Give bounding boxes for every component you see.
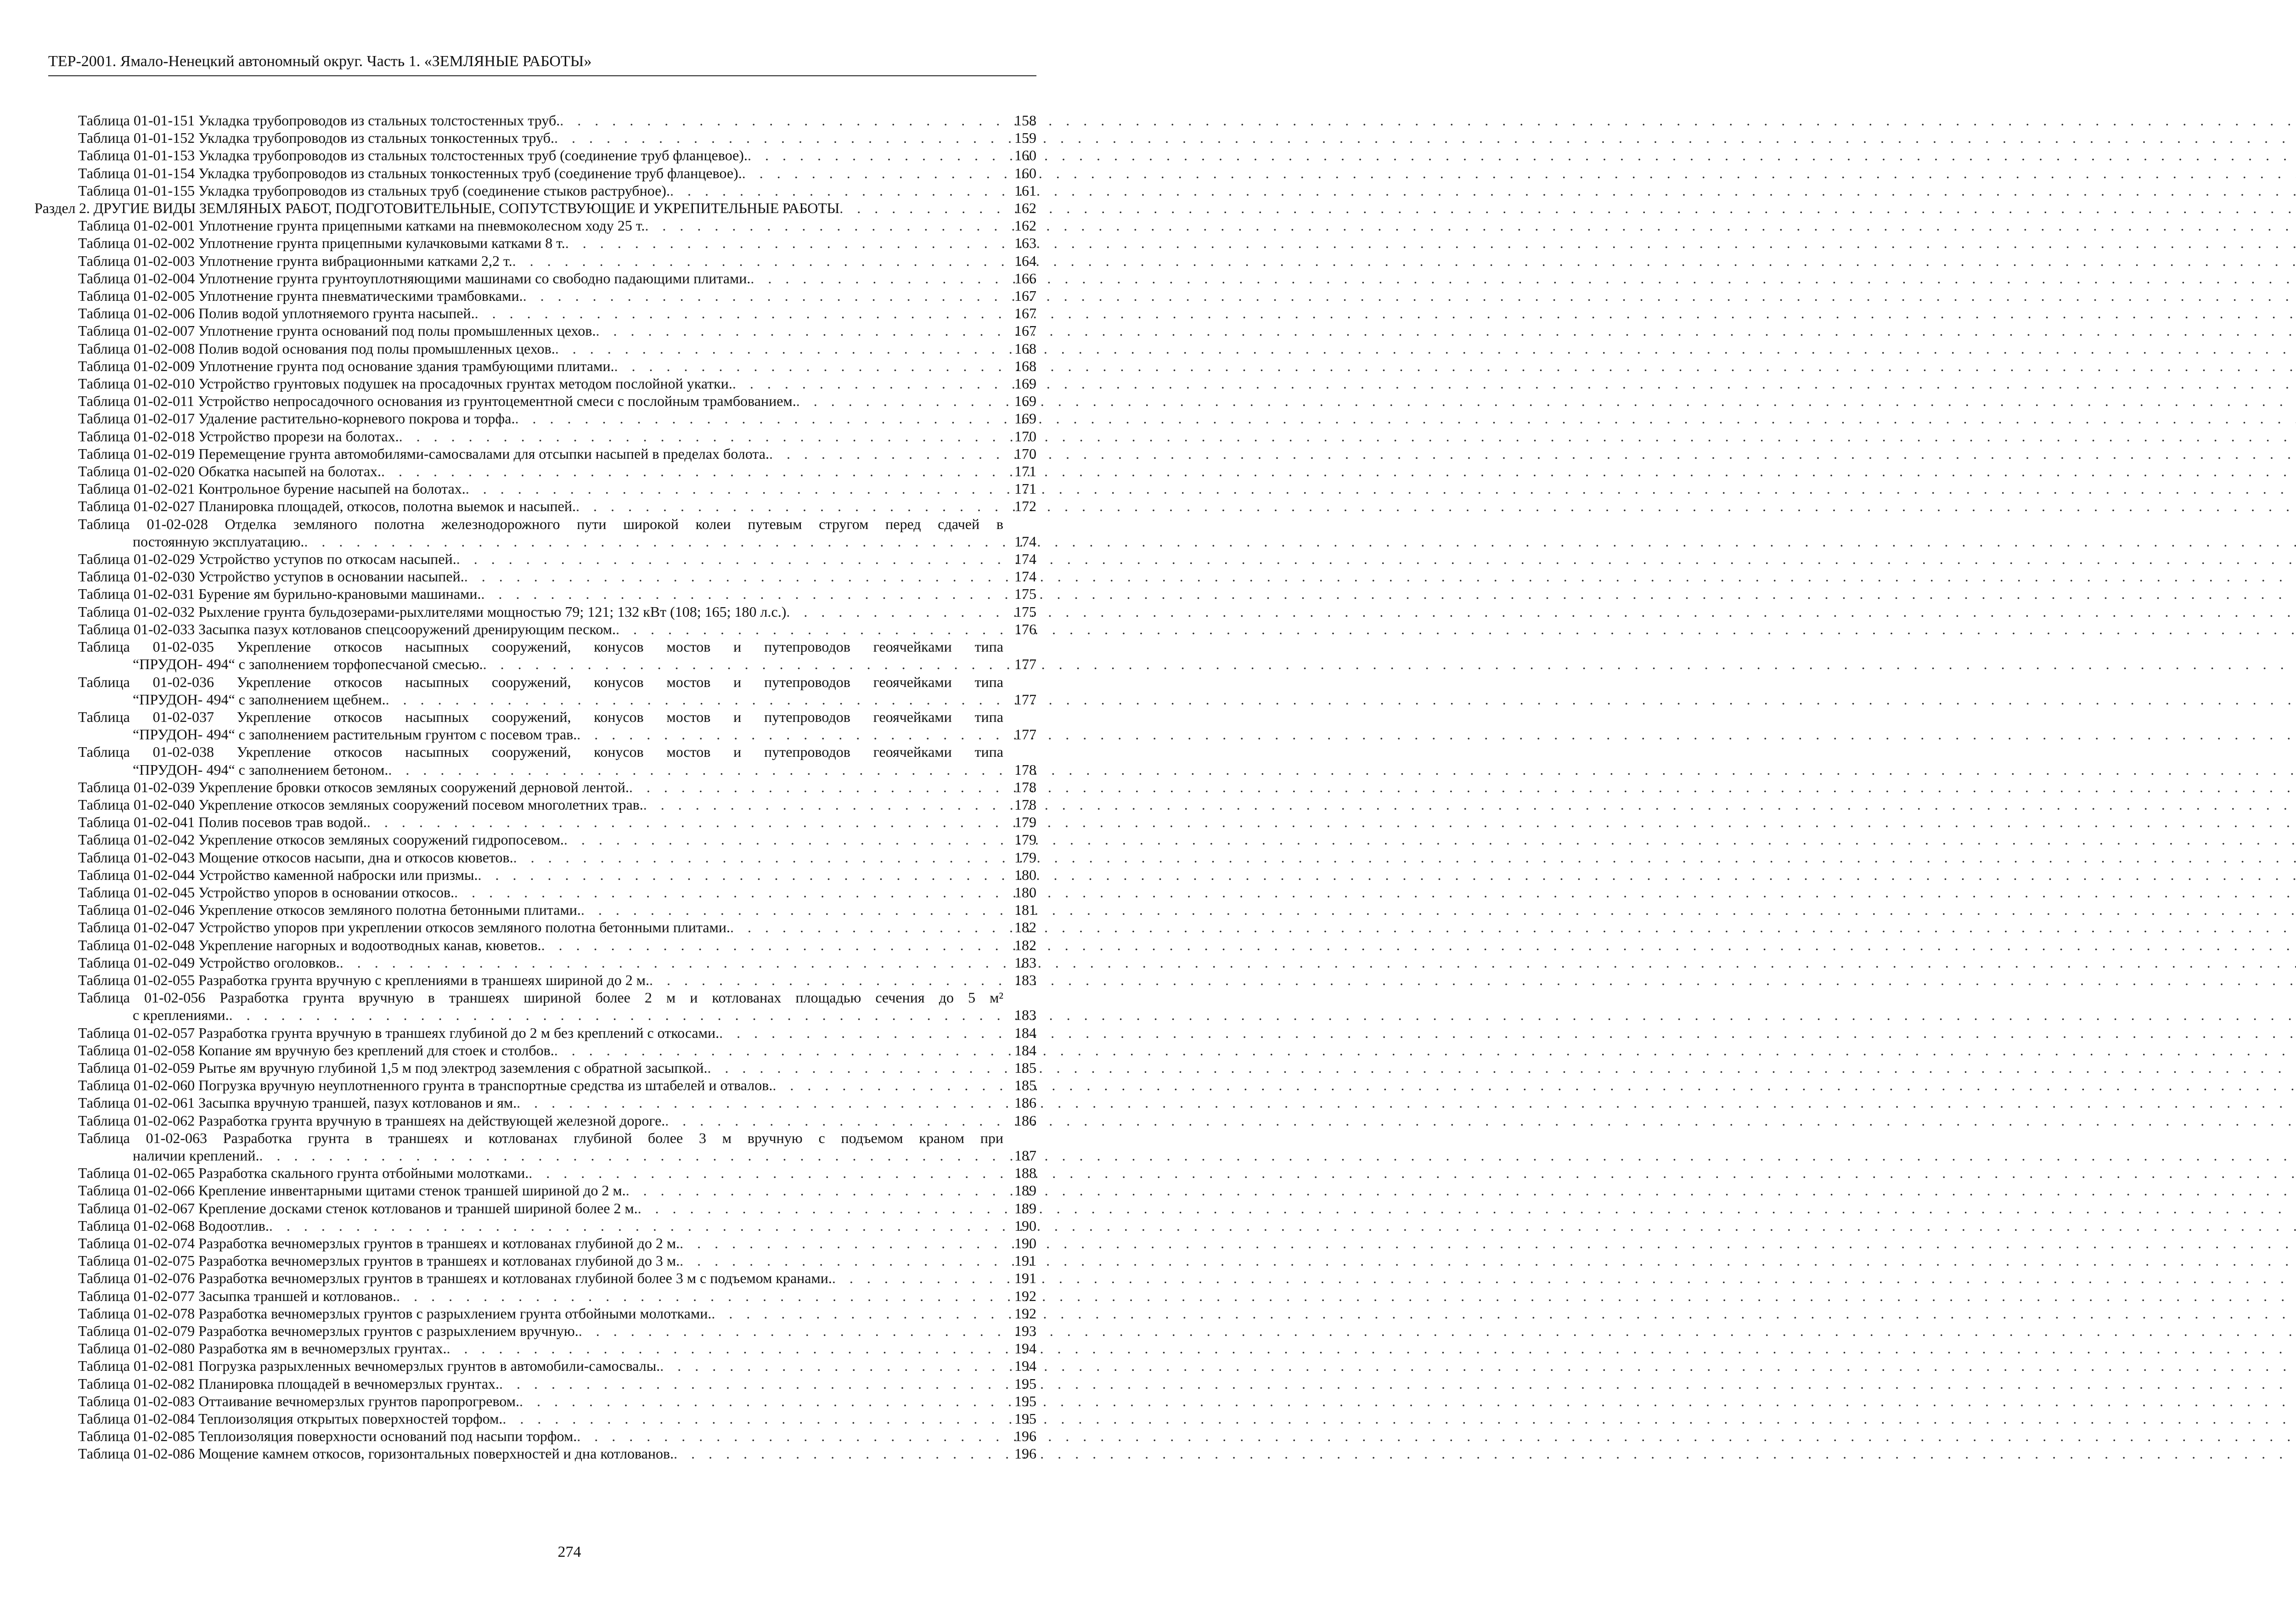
toc-entry[interactable] bbox=[78, 971, 1036, 989]
dot-leader bbox=[269, 1217, 1003, 1234]
toc-entry-title: Таблица 01-02-077 Засыпка траншей и котлованов. bbox=[78, 1287, 397, 1304]
toc-entry[interactable] bbox=[78, 445, 1036, 462]
table-of-contents bbox=[34, 112, 1036, 1463]
toc-page-number: 167 bbox=[1014, 287, 1036, 304]
toc-entry[interactable] bbox=[78, 1112, 1036, 1129]
toc-page-number: 169 bbox=[1014, 410, 1036, 427]
dot-leader bbox=[560, 112, 1003, 129]
dot-leader bbox=[649, 971, 1003, 989]
toc-entry-title: Таблица 01-02-048 Укрепление нагорных и водоотводных канав, кюветов. bbox=[78, 936, 541, 953]
toc-page-number: 174 bbox=[1014, 533, 1036, 550]
toc-entry-continuation: наличии креплений. bbox=[133, 1147, 259, 1164]
toc-entry[interactable] bbox=[78, 884, 1036, 901]
toc-page-number: 176 bbox=[1014, 620, 1036, 637]
toc-entry-title: Таблица 01-02-058 Копание ям вручную без креплений для стоек и столбов. bbox=[78, 1042, 554, 1059]
toc-entry-continuation: “ПРУДОН- 494“ с заполнением щебнем. bbox=[133, 691, 386, 708]
toc-entry-title: Таблица 01-02-042 Укрепление откосов земляных сооружений гидропосевом. bbox=[78, 831, 564, 848]
toc-entry-continuation: “ПРУДОН- 494“ с заполнением бетоном. bbox=[133, 761, 388, 778]
dot-leader bbox=[748, 146, 1003, 164]
toc-entry-title: Таблица 01-02-081 Погрузка разрыхленных вечномерзлых грунтов в автомобили-самосвалы. bbox=[78, 1358, 660, 1374]
toc-page-number: 178 bbox=[1014, 796, 1036, 813]
dot-leader bbox=[565, 234, 1003, 252]
toc-page-number: 189 bbox=[1014, 1200, 1036, 1217]
dot-leader bbox=[529, 1164, 1003, 1182]
toc-entry[interactable] bbox=[78, 270, 1036, 287]
toc-page-number: 175 bbox=[1014, 603, 1036, 620]
dot-leader bbox=[742, 164, 1003, 182]
toc-page-number: 193 bbox=[1014, 1323, 1036, 1340]
dot-leader bbox=[475, 304, 1003, 322]
toc-page-number: 191 bbox=[1014, 1252, 1036, 1269]
dot-leader bbox=[750, 270, 1003, 287]
dot-leader bbox=[381, 462, 1003, 480]
toc-entry[interactable] bbox=[78, 1182, 1036, 1199]
toc-entry[interactable] bbox=[78, 146, 1036, 164]
dot-leader bbox=[577, 726, 1003, 743]
toc-entry[interactable] bbox=[78, 1234, 1036, 1252]
toc-entry[interactable] bbox=[78, 1340, 1036, 1357]
toc-entry[interactable] bbox=[78, 304, 1036, 322]
toc-page-number: 195 bbox=[1014, 1392, 1036, 1409]
dot-leader bbox=[629, 778, 1003, 796]
toc-page-number: 158 bbox=[1014, 112, 1036, 129]
toc-entry-title: Таблица 01-01-154 Укладка трубопроводов из стальных тонкостенных труб (соединение труб фланцевое). bbox=[78, 164, 742, 181]
toc-page-number: 184 bbox=[1014, 1042, 1036, 1059]
toc-entry[interactable] bbox=[78, 462, 1036, 480]
toc-page-number: 195 bbox=[1014, 1375, 1036, 1392]
toc-entry[interactable] bbox=[78, 322, 1036, 339]
toc-entry-title: Раздел 2. ДРУГИЕ ВИДЫ ЗЕМЛЯНЫХ РАБОТ, ПОДГОТОВИТЕЛЬНЫЕ, СОПУТСТВУЮЩИЕ И УКРЕПИТЕЛЬНЫЕ РАБОТЫ bbox=[34, 200, 840, 217]
dot-leader bbox=[554, 1042, 1003, 1059]
toc-page-number: 194 bbox=[1014, 1340, 1036, 1357]
toc-entry[interactable] bbox=[78, 708, 1036, 743]
toc-entry-title: Таблица 01-02-029 Устройство уступов по откосам насыпей. bbox=[78, 551, 456, 568]
toc-page-number: 170 bbox=[1014, 428, 1036, 445]
toc-entry-title: Таблица 01-01-151 Укладка трубопроводов из стальных толстостенных труб. bbox=[78, 112, 560, 129]
toc-page-number: 163 bbox=[1014, 235, 1036, 252]
toc-page-number: 171 bbox=[1014, 463, 1036, 480]
toc-entry-continuation: с креплениями. bbox=[133, 1007, 229, 1024]
toc-entry-title: Таблица 01-02-085 Теплоизоляция поверхности оснований под насыпи торфом. bbox=[78, 1428, 577, 1445]
toc-entry[interactable] bbox=[78, 1252, 1036, 1269]
toc-entry-title: Таблица 01-02-027 Планировка площадей, откосов, полотна выемок и насыпей. bbox=[78, 498, 576, 515]
toc-entry[interactable] bbox=[78, 428, 1036, 445]
toc-entry-title: Таблица 01-02-038 Укрепление откосов насыпных сооружений, конусов мостов и путепроводов геоячейками типа bbox=[78, 744, 1003, 760]
toc-page-number: 190 bbox=[1014, 1217, 1036, 1234]
toc-entry[interactable] bbox=[78, 287, 1036, 304]
toc-entry-title: Таблица 01-02-021 Контрольное бурение насыпей на болотах. bbox=[78, 480, 466, 497]
running-header: ТЕР-2001. Ямало-Ненецкий автономный округ. Часть 1. «ЗЕМЛЯНЫЕ РАБОТЫ» bbox=[48, 51, 1036, 76]
toc-page-number: 177 bbox=[1014, 656, 1036, 673]
toc-entry-title: Таблица 01-01-152 Укладка трубопроводов из стальных тонкостенных труб. bbox=[78, 130, 554, 146]
toc-entry[interactable] bbox=[78, 515, 1036, 550]
toc-entry[interactable] bbox=[78, 217, 1036, 234]
dot-leader bbox=[769, 445, 1003, 462]
toc-page-number: 175 bbox=[1014, 586, 1036, 603]
toc-entry-title: Таблица 01-02-080 Разработка ям в вечномерзлых грунтах. bbox=[78, 1340, 447, 1357]
toc-entry[interactable] bbox=[78, 813, 1036, 831]
toc-entry[interactable] bbox=[78, 480, 1036, 497]
toc-entry-title: Таблица 01-02-062 Разработка грунта вручную в траншеях на действующей железной дороге. bbox=[78, 1112, 665, 1129]
toc-entry-continuation: “ПРУДОН- 494“ с заполнением торфопесчаной смесью. bbox=[133, 656, 483, 673]
toc-entry-title: Таблица 01-02-059 Рытье ям вручную глубиной 1,5 м под электрод заземления с обратной засыпкой. bbox=[78, 1059, 708, 1076]
toc-entry-title: Таблица 01-02-055 Разработка грунта вручную с креплениями в траншеях шириной до 2 м. bbox=[78, 971, 649, 988]
dot-leader bbox=[660, 1357, 1003, 1374]
toc-page-number: 179 bbox=[1014, 849, 1036, 866]
toc-page-number: 183 bbox=[1014, 971, 1036, 988]
toc-entry-title: Таблица 01-02-032 Рыхление грунта бульдозерами-рыхлителями мощностью 79; 121; 132 кВт (108; 165; 180 л.с.) bbox=[78, 603, 787, 620]
toc-page-number: 168 bbox=[1014, 357, 1036, 374]
toc-entry-title: Таблица 01-02-039 Укрепление бровки откосов земляных сооружений дерновой лентой. bbox=[78, 778, 629, 795]
toc-entry[interactable] bbox=[78, 849, 1036, 866]
toc-entry[interactable] bbox=[78, 603, 1036, 620]
toc-entry[interactable] bbox=[78, 1094, 1036, 1111]
toc-page-number: 183 bbox=[1014, 1007, 1036, 1024]
toc-entry-title: Таблица 01-02-045 Устройство упоров в основании откосов. bbox=[78, 884, 455, 901]
dot-leader bbox=[512, 252, 1003, 270]
toc-entry-title: Таблица 01-02-086 Мощение камнем откосов, горизонтальных поверхностей и дна котлованов. bbox=[78, 1445, 674, 1462]
toc-entry-title: Таблица 01-02-011 Устройство непросадочного основания из грунтоцементной смеси с послойным трамбованием. bbox=[78, 393, 796, 410]
dot-leader bbox=[456, 550, 1003, 568]
toc-entry-title: Таблица 01-02-065 Разработка скального грунта отбойными молотками. bbox=[78, 1165, 529, 1182]
toc-page-number: 178 bbox=[1014, 778, 1036, 795]
toc-entry-title: Таблица 01-02-044 Устройство каменной наброски или призмы. bbox=[78, 866, 478, 883]
toc-entry[interactable] bbox=[78, 743, 1036, 778]
toc-entry-continuation: постоянную эксплуатацию. bbox=[133, 533, 304, 550]
dot-leader bbox=[464, 568, 1003, 585]
toc-entry-title: Таблица 01-02-063 Разработка грунта в траншеях и котлованах глубиной более 3 м вручную с подъемом краном при bbox=[78, 1129, 1003, 1146]
toc-entry-title: Таблица 01-02-009 Уплотнение грунта под основание здания трамбующими плитами. bbox=[78, 357, 614, 374]
toc-entry[interactable] bbox=[78, 1129, 1036, 1164]
toc-entry[interactable] bbox=[78, 673, 1036, 708]
toc-entry[interactable] bbox=[78, 1357, 1036, 1374]
toc-entry-title: Таблица 01-02-075 Разработка вечномерзлых грунтов в траншеях и котлованах глубиной до 3 м. bbox=[78, 1252, 680, 1269]
toc-entry-title: Таблица 01-02-083 Оттаивание вечномерзлых грунтов паропрогревом. bbox=[78, 1392, 520, 1409]
toc-entry-title: Таблица 01-02-031 Бурение ям бурильно-крановыми машинами. bbox=[78, 586, 481, 603]
dot-leader bbox=[517, 1094, 1003, 1111]
dot-leader bbox=[513, 849, 1003, 866]
toc-page-number: 185 bbox=[1014, 1077, 1036, 1094]
toc-page-number: 174 bbox=[1014, 551, 1036, 568]
toc-entry-title: Таблица 01-02-001 Уплотнение грунта прицепными катками на пневмоколесном ходу 25 т. bbox=[78, 217, 645, 234]
toc-entry[interactable] bbox=[78, 550, 1036, 568]
toc-page-number: 160 bbox=[1014, 164, 1036, 181]
toc-page-number: 185 bbox=[1014, 1059, 1036, 1076]
toc-entry-title: Таблица 01-02-076 Разработка вечномерзлых грунтов в траншеях и котлованах глубиной более 3 м с подъемом кранами. bbox=[78, 1270, 832, 1287]
dot-leader bbox=[796, 392, 1003, 410]
dot-leader bbox=[541, 936, 1003, 954]
toc-page-number: 189 bbox=[1014, 1182, 1036, 1199]
toc-page-number: 159 bbox=[1014, 130, 1036, 146]
dot-leader bbox=[478, 866, 1003, 884]
toc-page-number: 164 bbox=[1014, 252, 1036, 269]
toc-entry-title: Таблица 01-02-068 Водоотлив. bbox=[78, 1217, 269, 1234]
dot-leader bbox=[388, 761, 1003, 778]
toc-entry[interactable] bbox=[78, 901, 1036, 918]
dot-leader bbox=[708, 1059, 1003, 1076]
toc-entry[interactable] bbox=[78, 1410, 1036, 1427]
toc-page-number: 168 bbox=[1014, 340, 1036, 357]
toc-page-number: 178 bbox=[1014, 761, 1036, 778]
dot-leader bbox=[638, 1200, 1003, 1217]
dot-leader bbox=[229, 1006, 1003, 1024]
toc-entry-title: Таблица 01-02-067 Крепление досками стенок котлованов и траншей шириной более 2 м. bbox=[78, 1200, 638, 1217]
toc-entry-title: Таблица 01-01-153 Укладка трубопроводов из стальных толстостенных труб (соединение труб фланцевое). bbox=[78, 147, 748, 164]
dot-leader bbox=[730, 918, 1003, 936]
dot-leader bbox=[680, 1234, 1003, 1252]
dot-leader bbox=[555, 340, 1003, 357]
toc-page-number: 191 bbox=[1014, 1270, 1036, 1287]
dot-leader bbox=[502, 1410, 1003, 1427]
toc-page-number: 161 bbox=[1014, 182, 1036, 199]
page-number: 274 bbox=[557, 1543, 581, 1560]
dot-leader bbox=[581, 901, 1003, 918]
toc-entry[interactable] bbox=[78, 234, 1036, 252]
toc-entry-title: Таблица 01-02-047 Устройство упоров при укреплении откосов земляного полотна бетонными плитами. bbox=[78, 919, 730, 936]
toc-entry-title: Таблица 01-02-066 Крепление инвентарными щитами стенок траншей шириной до 2 м. bbox=[78, 1182, 626, 1199]
dot-leader bbox=[772, 1076, 1003, 1094]
toc-entry-title: Таблица 01-02-074 Разработка вечномерзлых грунтов в траншеях и котлованах глубиной до 2 м. bbox=[78, 1235, 680, 1251]
toc-page-number: 174 bbox=[1014, 568, 1036, 585]
toc-page-number: 196 bbox=[1014, 1428, 1036, 1445]
toc-entry[interactable] bbox=[78, 1059, 1036, 1076]
dot-leader bbox=[596, 322, 1003, 339]
toc-entry[interactable] bbox=[78, 568, 1036, 585]
toc-entry[interactable] bbox=[78, 989, 1036, 1024]
toc-page-number: 186 bbox=[1014, 1112, 1036, 1129]
toc-page-number: 169 bbox=[1014, 375, 1036, 392]
toc-page-number: 171 bbox=[1014, 480, 1036, 497]
dot-leader bbox=[447, 1340, 1004, 1357]
toc-entry-title: Таблица 01-02-078 Разработка вечномерзлых грунтов с разрыхлением грунта отбойными молотками. bbox=[78, 1305, 712, 1322]
toc-entry[interactable] bbox=[78, 1305, 1036, 1322]
toc-entry-title: Таблица 01-02-049 Устройство оголовков. bbox=[78, 954, 340, 971]
toc-entry-title: Таблица 01-02-060 Погрузка вручную неуплотненного грунта в транспортные средства из штабелей и отвалов. bbox=[78, 1077, 773, 1094]
toc-entry-title: Таблица 01-02-043 Мощение откосов насыпи, дна и откосов кюветов. bbox=[78, 849, 513, 866]
toc-entry-title: Таблица 01-02-037 Укрепление откосов насыпных сооружений, конусов мостов и путепроводов геоячейками типа bbox=[78, 708, 1003, 725]
dot-leader bbox=[577, 1427, 1003, 1445]
dot-leader bbox=[645, 217, 1003, 234]
toc-entry-title: Таблица 01-02-030 Устройство уступов в основании насыпей. bbox=[78, 568, 464, 585]
toc-entry-title: Таблица 01-02-061 Засыпка вручную траншей, пазух котлованов и ям. bbox=[78, 1094, 517, 1111]
toc-entry[interactable] bbox=[78, 392, 1036, 410]
toc-entry[interactable] bbox=[78, 866, 1036, 884]
dot-leader bbox=[674, 1445, 1003, 1462]
toc-entry-title: Таблица 01-02-018 Устройство прорези на болотах. bbox=[78, 428, 399, 445]
dot-leader bbox=[340, 954, 1003, 971]
toc-page-number: 184 bbox=[1014, 1024, 1036, 1041]
toc-page-number: 195 bbox=[1014, 1410, 1036, 1427]
toc-page-number: 186 bbox=[1014, 1094, 1036, 1111]
toc-entry-title: Таблица 01-02-079 Разработка вечномерзлых грунтов с разрыхлением вручную. bbox=[78, 1323, 579, 1340]
toc-page-number: 194 bbox=[1014, 1358, 1036, 1374]
dot-leader bbox=[523, 287, 1003, 304]
toc-page-number: 167 bbox=[1014, 305, 1036, 322]
toc-entry[interactable] bbox=[78, 1375, 1036, 1392]
toc-entry-title: Таблица 01-02-003 Уплотнение грунта вибрационными катками 2,2 т. bbox=[78, 252, 512, 269]
toc-entry[interactable] bbox=[78, 1217, 1036, 1234]
dot-leader bbox=[519, 1392, 1003, 1410]
dot-leader bbox=[665, 1112, 1003, 1129]
toc-entry-title: Таблица 01-02-082 Планировка площадей в вечномерзлых грунтах. bbox=[78, 1375, 500, 1392]
dot-leader bbox=[626, 1182, 1003, 1199]
dot-leader bbox=[719, 1024, 1003, 1042]
toc-entry[interactable] bbox=[78, 375, 1036, 392]
toc-entry[interactable] bbox=[78, 1164, 1036, 1182]
toc-page-number: 179 bbox=[1014, 814, 1036, 831]
toc-entry[interactable] bbox=[78, 796, 1036, 813]
toc-page-number: 181 bbox=[1014, 901, 1036, 918]
toc-page-number: 192 bbox=[1014, 1287, 1036, 1304]
toc-entry[interactable] bbox=[78, 340, 1036, 357]
toc-entry-title: Таблица 01-02-020 Обкатка насыпей на болотах. bbox=[78, 463, 382, 480]
toc-entry[interactable] bbox=[78, 1076, 1036, 1094]
toc-entry-title: Таблица 01-02-036 Укрепление откосов насыпных сооружений, конусов мостов и путепроводов геоячейками типа bbox=[78, 673, 1003, 690]
dot-leader bbox=[732, 375, 1003, 392]
dot-leader bbox=[680, 1252, 1003, 1269]
dot-leader bbox=[259, 1147, 1003, 1164]
toc-entry-title: Таблица 01-02-006 Полив водой уплотняемого грунта насыпей. bbox=[78, 305, 475, 322]
dot-leader bbox=[367, 813, 1003, 831]
toc-entry-title: Таблица 01-02-057 Разработка грунта вручную в траншеях глубиной до 2 м без креплений с откосами. bbox=[78, 1024, 720, 1041]
dot-leader bbox=[579, 1322, 1003, 1340]
toc-entry[interactable] bbox=[78, 831, 1036, 848]
toc-entry[interactable] bbox=[78, 585, 1036, 603]
toc-page-number: 182 bbox=[1014, 919, 1036, 936]
toc-entry[interactable] bbox=[78, 1427, 1036, 1445]
toc-entry-title: Таблица 01-01-155 Укладка трубопроводов из стальных труб (соединение стыков раструбное). bbox=[78, 182, 670, 199]
dot-leader bbox=[481, 585, 1003, 603]
toc-entry[interactable] bbox=[78, 1200, 1036, 1217]
toc-page-number: 169 bbox=[1014, 393, 1036, 410]
toc-entry[interactable] bbox=[78, 1322, 1036, 1340]
dot-leader bbox=[386, 691, 1003, 708]
toc-page-number: 182 bbox=[1014, 936, 1036, 953]
toc-page-number: 162 bbox=[1014, 200, 1036, 217]
toc-entry[interactable] bbox=[78, 638, 1036, 673]
toc-entry-title: Таблица 01-02-008 Полив водой основания под полы промышленных цехов. bbox=[78, 340, 555, 357]
dot-leader bbox=[515, 410, 1003, 427]
dot-leader bbox=[466, 480, 1003, 497]
toc-entry[interactable] bbox=[78, 936, 1036, 954]
toc-entry-title: Таблица 01-02-002 Уплотнение грунта прицепными кулачковыми катками 8 т. bbox=[78, 235, 565, 252]
toc-entry[interactable] bbox=[78, 357, 1036, 375]
toc-entry-title: Таблица 01-02-046 Укрепление откосов земляного полотна бетонными плитами. bbox=[78, 901, 581, 918]
toc-page-number: 177 bbox=[1014, 691, 1036, 708]
toc-page-number: 172 bbox=[1014, 498, 1036, 515]
dot-leader bbox=[454, 884, 1003, 901]
toc-entry[interactable] bbox=[78, 252, 1036, 270]
toc-entry[interactable] bbox=[78, 1392, 1036, 1410]
dot-leader bbox=[832, 1269, 1003, 1287]
toc-entry[interactable] bbox=[78, 1269, 1036, 1287]
toc-entry-title: Таблица 01-02-056 Разработка грунта вручную в траншеях шириной более 2 м и котлованах площадью сечения до 5 м² bbox=[78, 989, 1003, 1006]
toc-page-number: 196 bbox=[1014, 1445, 1036, 1462]
dot-leader bbox=[670, 182, 1003, 199]
dot-leader bbox=[614, 357, 1003, 375]
toc-entry-title: Таблица 01-02-019 Перемещение грунта автомобилями-самосвалами для отсыпки насыпей в пределах болота. bbox=[78, 445, 770, 462]
toc-entry-title: Таблица 01-02-004 Уплотнение грунта грунтоуплотняющими машинами со свободно падающими плитами. bbox=[78, 270, 751, 287]
toc-entry[interactable] bbox=[78, 1024, 1036, 1042]
toc-entry[interactable] bbox=[78, 1042, 1036, 1059]
dot-leader bbox=[616, 620, 1003, 638]
dot-leader bbox=[399, 428, 1003, 445]
toc-section-heading[interactable] bbox=[34, 199, 1036, 217]
toc-entry-title: Таблица 01-02-005 Уплотнение грунта пневматическими трамбовками. bbox=[78, 287, 523, 304]
toc-entry-title: Таблица 01-02-010 Устройство грунтовых подушек на просадочных грунтах методом послойной укатки. bbox=[78, 375, 732, 392]
toc-entry[interactable] bbox=[78, 164, 1036, 182]
toc-entry[interactable] bbox=[78, 778, 1036, 796]
toc-entry-title: Таблица 01-02-028 Отделка земляного полотна железнодорожного пути широкой колеи путевым стругом перед сдачей в bbox=[78, 515, 1003, 532]
toc-page-number: 192 bbox=[1014, 1305, 1036, 1322]
toc-entry[interactable] bbox=[78, 112, 1036, 129]
dot-leader bbox=[554, 129, 1003, 146]
dot-leader bbox=[499, 1375, 1003, 1392]
toc-page-number: 162 bbox=[1014, 217, 1036, 234]
toc-page-number: 183 bbox=[1014, 954, 1036, 971]
dot-leader bbox=[643, 796, 1003, 813]
toc-entry-title: Таблица 01-02-035 Укрепление откосов насыпных сооружений, конусов мостов и путепроводов геоячейками типа bbox=[78, 638, 1003, 655]
toc-page-number: 177 bbox=[1014, 726, 1036, 743]
toc-entry-title: Таблица 01-02-033 Засыпка пазух котлованов спецсооружений дренирующим песком. bbox=[78, 620, 616, 637]
toc-entry[interactable] bbox=[78, 497, 1036, 515]
dot-leader bbox=[396, 1287, 1003, 1305]
toc-page-number: 188 bbox=[1014, 1165, 1036, 1182]
toc-entry[interactable] bbox=[78, 954, 1036, 971]
dot-leader bbox=[304, 533, 1003, 550]
toc-page-number: 179 bbox=[1014, 831, 1036, 848]
toc-entry-continuation: “ПРУДОН- 494“ с заполнением растительным грунтом с посевом трав. bbox=[133, 726, 577, 743]
toc-entry[interactable] bbox=[78, 129, 1036, 146]
toc-page-number: 187 bbox=[1014, 1147, 1036, 1164]
dot-leader bbox=[576, 497, 1003, 515]
toc-page-number: 170 bbox=[1014, 445, 1036, 462]
toc-page-number: 160 bbox=[1014, 147, 1036, 164]
toc-entry-title: Таблица 01-02-084 Теплоизоляция открытых поверхностей торфом. bbox=[78, 1410, 503, 1427]
toc-entry[interactable] bbox=[78, 182, 1036, 199]
toc-entry[interactable] bbox=[78, 918, 1036, 936]
toc-entry[interactable] bbox=[78, 1445, 1036, 1462]
toc-entry[interactable] bbox=[78, 620, 1036, 638]
toc-entry-title: Таблица 01-02-040 Укрепление откосов земляных сооружений посевом многолетних трав. bbox=[78, 796, 643, 813]
toc-entry[interactable] bbox=[78, 410, 1036, 427]
dot-leader bbox=[483, 655, 1003, 673]
toc-page-number: 180 bbox=[1014, 866, 1036, 883]
toc-page-number: 180 bbox=[1014, 884, 1036, 901]
dot-leader bbox=[839, 199, 1014, 217]
toc-entry-title: Таблица 01-02-041 Полив посевов трав водой. bbox=[78, 814, 367, 831]
toc-entry-title: Таблица 01-02-007 Уплотнение грунта оснований под полы промышленных цехов. bbox=[78, 322, 596, 339]
dot-leader bbox=[564, 831, 1003, 848]
toc-entry[interactable] bbox=[78, 1287, 1036, 1305]
toc-page-number: 167 bbox=[1014, 322, 1036, 339]
dot-leader bbox=[786, 603, 1003, 620]
toc-page-number: 190 bbox=[1014, 1235, 1036, 1251]
dot-leader bbox=[711, 1305, 1003, 1322]
toc-entry-title: Таблица 01-02-017 Удаление растительно-корневого покрова и торфа. bbox=[78, 410, 515, 427]
toc-page-number: 166 bbox=[1014, 270, 1036, 287]
